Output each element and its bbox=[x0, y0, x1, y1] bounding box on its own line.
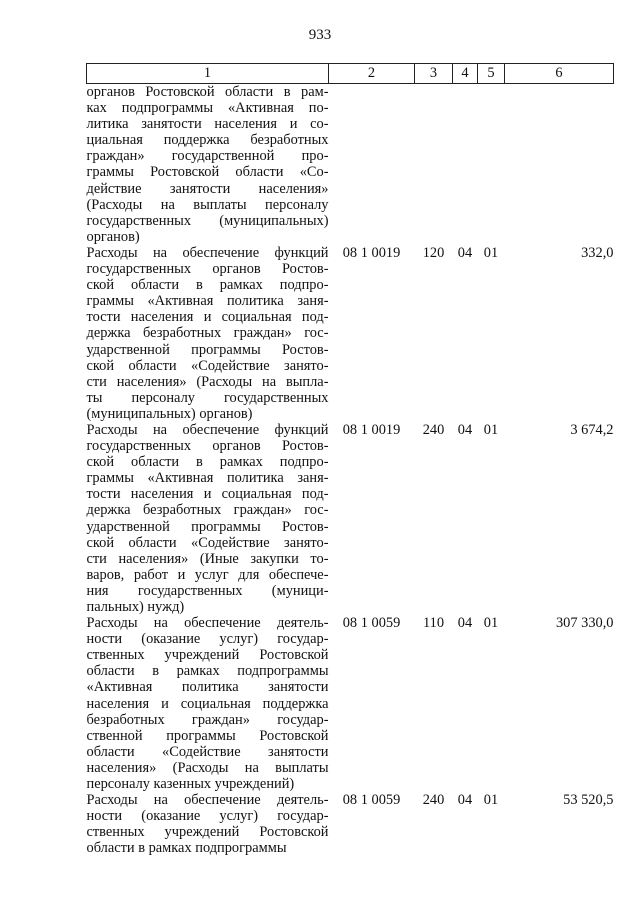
description-line: граждан» государственной про- bbox=[86, 148, 329, 165]
description-line: граммы «Активная политика заня- bbox=[86, 470, 329, 487]
column-header-3: 3 bbox=[415, 64, 453, 84]
row-amount: 3 674,2 bbox=[570, 421, 614, 438]
description-line: ты персоналу государственных bbox=[86, 389, 329, 406]
row-subsection: 01 bbox=[483, 244, 499, 261]
description-line: области в рамках подпрограммы bbox=[86, 663, 329, 680]
row-subsection: 01 bbox=[483, 792, 499, 809]
description-line: Расходы на обеспечение деятель- bbox=[86, 615, 329, 632]
description-line: граммы «Активная политика заня- bbox=[86, 293, 329, 310]
row-section: 04 bbox=[457, 792, 473, 809]
row-target-code: 08 1 0019 bbox=[342, 421, 401, 438]
description-line: Расходы на обеспечение функций bbox=[86, 421, 329, 438]
description-line: ности (оказание услуг) государ- bbox=[86, 808, 329, 825]
description-line: населения» (Расходы на выплаты bbox=[86, 759, 329, 776]
row-section bbox=[453, 84, 478, 245]
description-line: ударственной программы Ростов- bbox=[86, 341, 329, 358]
description-line: ударственной программы Ростов- bbox=[86, 518, 329, 535]
header-row bbox=[87, 64, 614, 84]
row-target-code: 08 1 0059 bbox=[342, 792, 401, 809]
row-section: 04 bbox=[457, 615, 473, 632]
row-description bbox=[87, 792, 329, 856]
table-row bbox=[87, 615, 614, 792]
description-line: органов) bbox=[86, 228, 140, 245]
row-description bbox=[87, 422, 329, 615]
description-line: действие занятости населения» bbox=[86, 180, 329, 197]
row-expense-type: 240 bbox=[422, 421, 445, 438]
row-amount bbox=[505, 84, 614, 245]
table-row bbox=[87, 422, 614, 615]
row-subsection: 01 bbox=[483, 421, 499, 438]
row-description bbox=[87, 615, 329, 792]
description-line: ния государственных (муници- bbox=[86, 582, 329, 599]
description-line: ской области в рамках подпро- bbox=[86, 454, 329, 471]
description-line: (муниципальных) органов) bbox=[86, 405, 253, 422]
row-amount: 332,0 bbox=[581, 244, 614, 261]
row-expense-type bbox=[415, 84, 453, 245]
description-line: сти населения» (Иные закупки то- bbox=[86, 550, 329, 567]
row-description bbox=[87, 245, 329, 422]
description-line: ской области «Содействие занято- bbox=[86, 534, 329, 551]
description-line: циальная поддержка безработных bbox=[86, 132, 329, 149]
description-line: государственных органов Ростов- bbox=[86, 261, 329, 278]
description-line: области «Содействие занятости bbox=[86, 743, 329, 760]
column-header-5: 5 bbox=[478, 64, 505, 84]
description-line: ности (оказание услуг) государ- bbox=[86, 631, 329, 648]
row-description bbox=[87, 84, 329, 245]
column-header-1: 1 bbox=[87, 64, 329, 84]
table-row bbox=[87, 792, 614, 856]
description-line: государственных органов Ростов- bbox=[86, 438, 329, 455]
row-target-code: 08 1 0059 bbox=[342, 615, 401, 632]
description-line: персоналу казенных учреждений) bbox=[86, 776, 295, 793]
row-amount: 307 330,0 bbox=[555, 615, 614, 632]
description-line: безработных граждан» государ- bbox=[86, 711, 329, 728]
description-line: (Расходы на выплаты персоналу bbox=[86, 196, 329, 213]
description-line: Расходы на обеспечение функций bbox=[86, 244, 329, 261]
row-subsection bbox=[478, 84, 505, 245]
description-line: литика занятости населения и со- bbox=[86, 116, 329, 133]
description-line: ственной программы Ростовской bbox=[86, 727, 329, 744]
description-line: ственных учреждений Ростовской bbox=[86, 824, 329, 841]
description-line: тости населения и социальная под- bbox=[86, 486, 329, 503]
description-line: Расходы на обеспечение деятель- bbox=[86, 792, 329, 809]
description-line: держка безработных граждан» гос- bbox=[86, 502, 329, 519]
description-line: ках подпрограммы «Активная по- bbox=[86, 100, 329, 117]
description-line: держка безработных граждан» гос- bbox=[86, 325, 329, 342]
row-target-code: 08 1 0019 bbox=[342, 244, 401, 261]
row-expense-type: 120 bbox=[422, 244, 445, 261]
description-line: области в рамках подпрограммы bbox=[86, 840, 287, 857]
table-row bbox=[87, 84, 614, 245]
column-header-4: 4 bbox=[453, 64, 478, 84]
row-expense-type: 110 bbox=[422, 615, 445, 632]
description-line: ской области «Содействие занято- bbox=[86, 357, 329, 374]
row-section: 04 bbox=[457, 421, 473, 438]
row-subsection: 01 bbox=[483, 615, 499, 632]
row-amount: 53 520,5 bbox=[563, 792, 614, 809]
description-line: органов Ростовской области в рам- bbox=[86, 84, 329, 100]
column-header-2: 2 bbox=[329, 64, 415, 84]
description-line: ской области в рамках подпро- bbox=[86, 277, 329, 294]
description-line: населения и социальная поддержка bbox=[86, 695, 329, 712]
table-row bbox=[87, 245, 614, 422]
column-header-6: 6 bbox=[505, 64, 614, 84]
description-line: тости населения и социальная под- bbox=[86, 309, 329, 326]
row-target-code bbox=[329, 84, 415, 245]
description-line: граммы Ростовской области «Со- bbox=[86, 164, 329, 181]
description-line: «Активная политика занятости bbox=[86, 679, 329, 696]
description-line: варов, работ и услуг для обеспече- bbox=[86, 566, 329, 583]
budget-table bbox=[86, 63, 614, 857]
description-line: пальных) нужд) bbox=[86, 599, 185, 615]
page-number: 933 bbox=[308, 27, 332, 43]
row-expense-type: 240 bbox=[422, 792, 445, 809]
row-section: 04 bbox=[457, 244, 473, 261]
description-line: сти населения» (Расходы на выпла- bbox=[86, 373, 329, 390]
description-line: государственных (муниципальных) bbox=[86, 212, 329, 229]
description-line: ственных учреждений Ростовской bbox=[86, 647, 329, 664]
